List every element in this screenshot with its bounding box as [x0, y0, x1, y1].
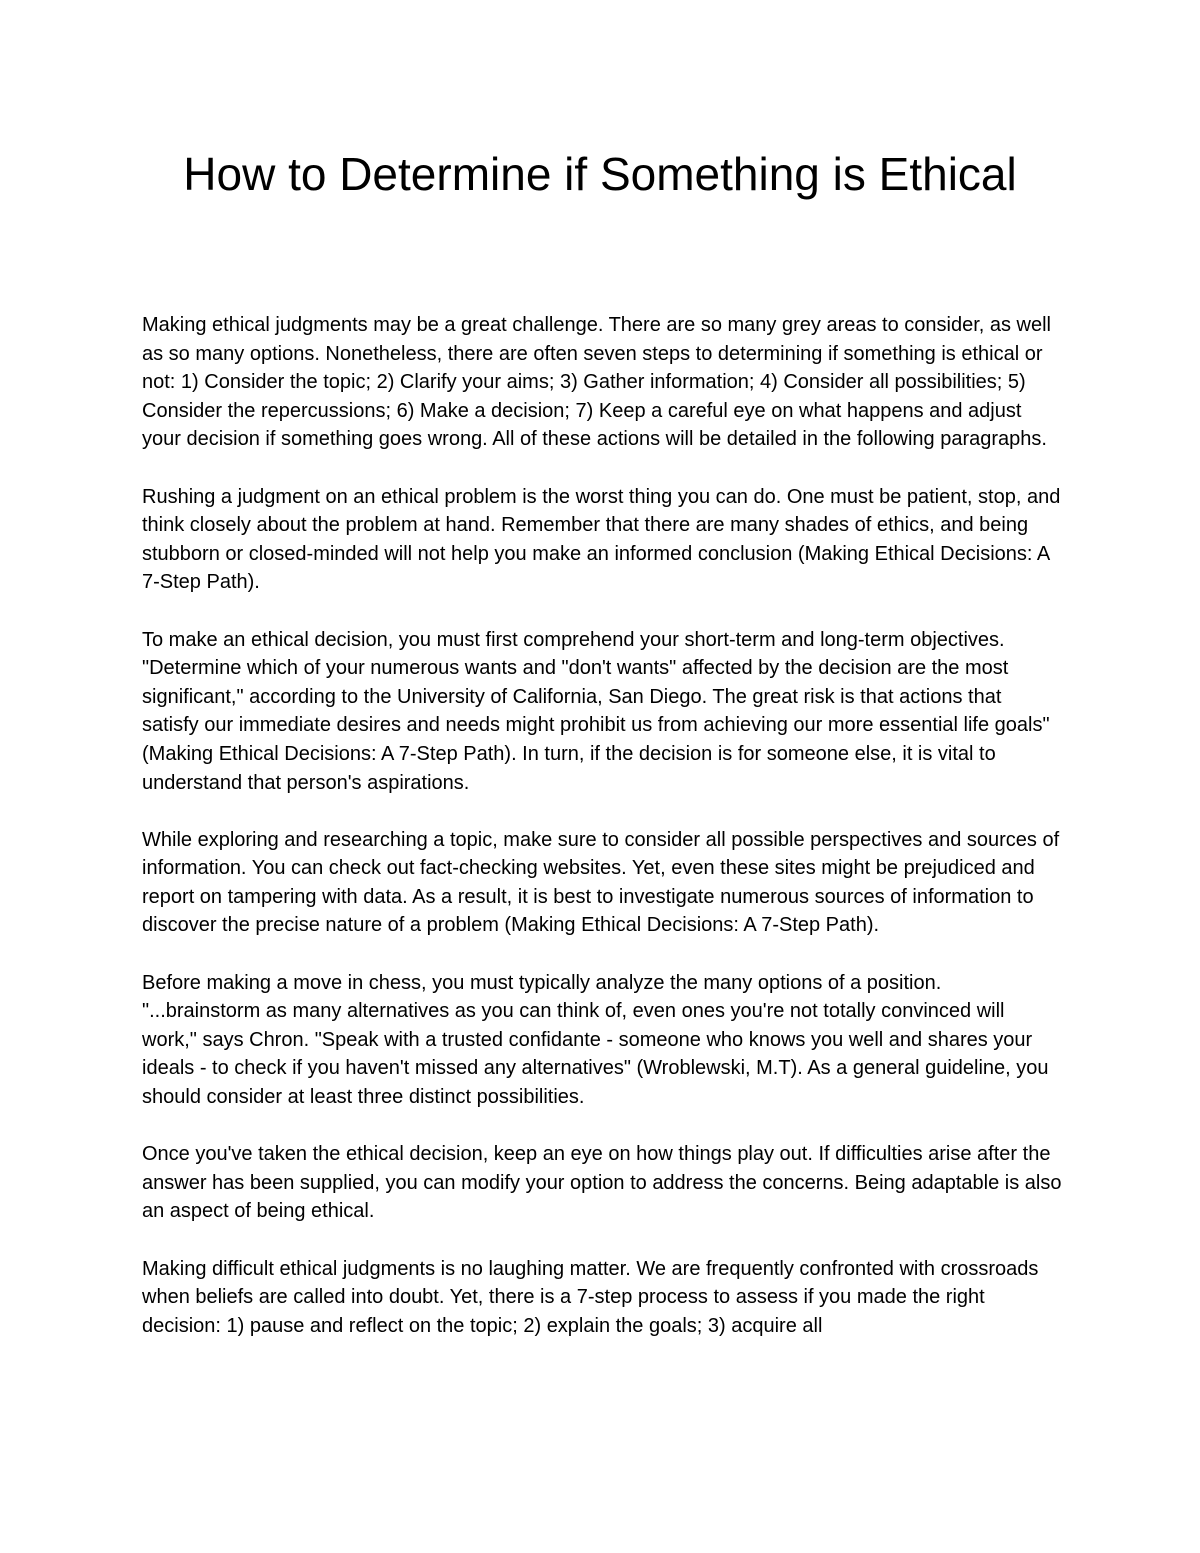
document-body	[142, 311, 1062, 1369]
paragraph-conclusion: Making difficult ethical judgments is no laughing matter. We are frequently confronted with crossroads when beliefs are called into doubt. Yet, there is a 7-step process to assess if you made the right decision: 1) pause and reflect on the topic; 2) explain the goals; 3) acquire all	[142, 1257, 1039, 1337]
paragraph-consider-possibilities: Before making a move in chess, you must typically analyze the many options of a position. "...brainstorm as many alternatives as you can think of, even ones you're not totally convinced will work," says Chron. "Speak with a trusted confidante - someone who knows you well and shares your ideals - to check if you haven't missed any alternatives" (Wroblewski, M.T). As a general guideline, you should consider at least three distinct possibilities.	[142, 971, 1049, 1109]
paragraph-monitor-outcome: Once you've taken the ethical decision, keep an eye on how things play out. If difficulties arise after the answer has been supplied, you can modify your option to address the concerns. Being adaptable is also an aspect of being ethical.	[142, 1143, 1062, 1223]
paragraph-gather-information: While exploring and researching a topic, make sure to consider all possible perspectives and sources of information. You can check out fact-checking websites. Yet, even these sites might be prejudiced and report on tampering with data. As a result, it is best to investigate numerous sources of information to discover the precise nature of a problem (Making Ethical Decisions: A 7-Step Path).	[142, 828, 1060, 937]
document-title: How to Determine if Something is Ethical	[183, 148, 1017, 200]
paragraph-consider-topic: Rushing a judgment on an ethical problem is the worst thing you can do. One must be patient, stop, and think closely about the problem at hand. Remember that there are many shades of ethics, and being stubborn or closed-minded will not help you make an informed conclusion (Making Ethical Decisions: A 7-Step Path).	[142, 485, 1061, 594]
paragraph-clarify-aims: To make an ethical decision, you must first comprehend your short-term and long-term objectives. "Determine which of your numerous wants and "don't wants" affected by the decision are the most significant," according to the University of California, San Diego. The great risk is that actions that satisfy our immediate desires and needs might prohibit us from achieving our more essential life goals" (Making Ethical Decisions: A 7-Step Path). In turn, if the decision is for someone else, it is vital to understand that person's aspirations.	[142, 628, 1050, 794]
paragraph-intro: Making ethical judgments may be a great challenge. There are so many grey areas to consider, as well as so many options. Nonetheless, there are often seven steps to determining if something is ethical or not: 1) Consider the topic; 2) Clarify your aims; 3) Gather information; 4) Consider all possibilities; 5) Consider the repercussions; 6) Make a decision; 7) Keep a careful eye on what happens and adjust your decision if something goes wrong. All of these actions will be detailed in the following paragraphs.	[142, 314, 1052, 451]
